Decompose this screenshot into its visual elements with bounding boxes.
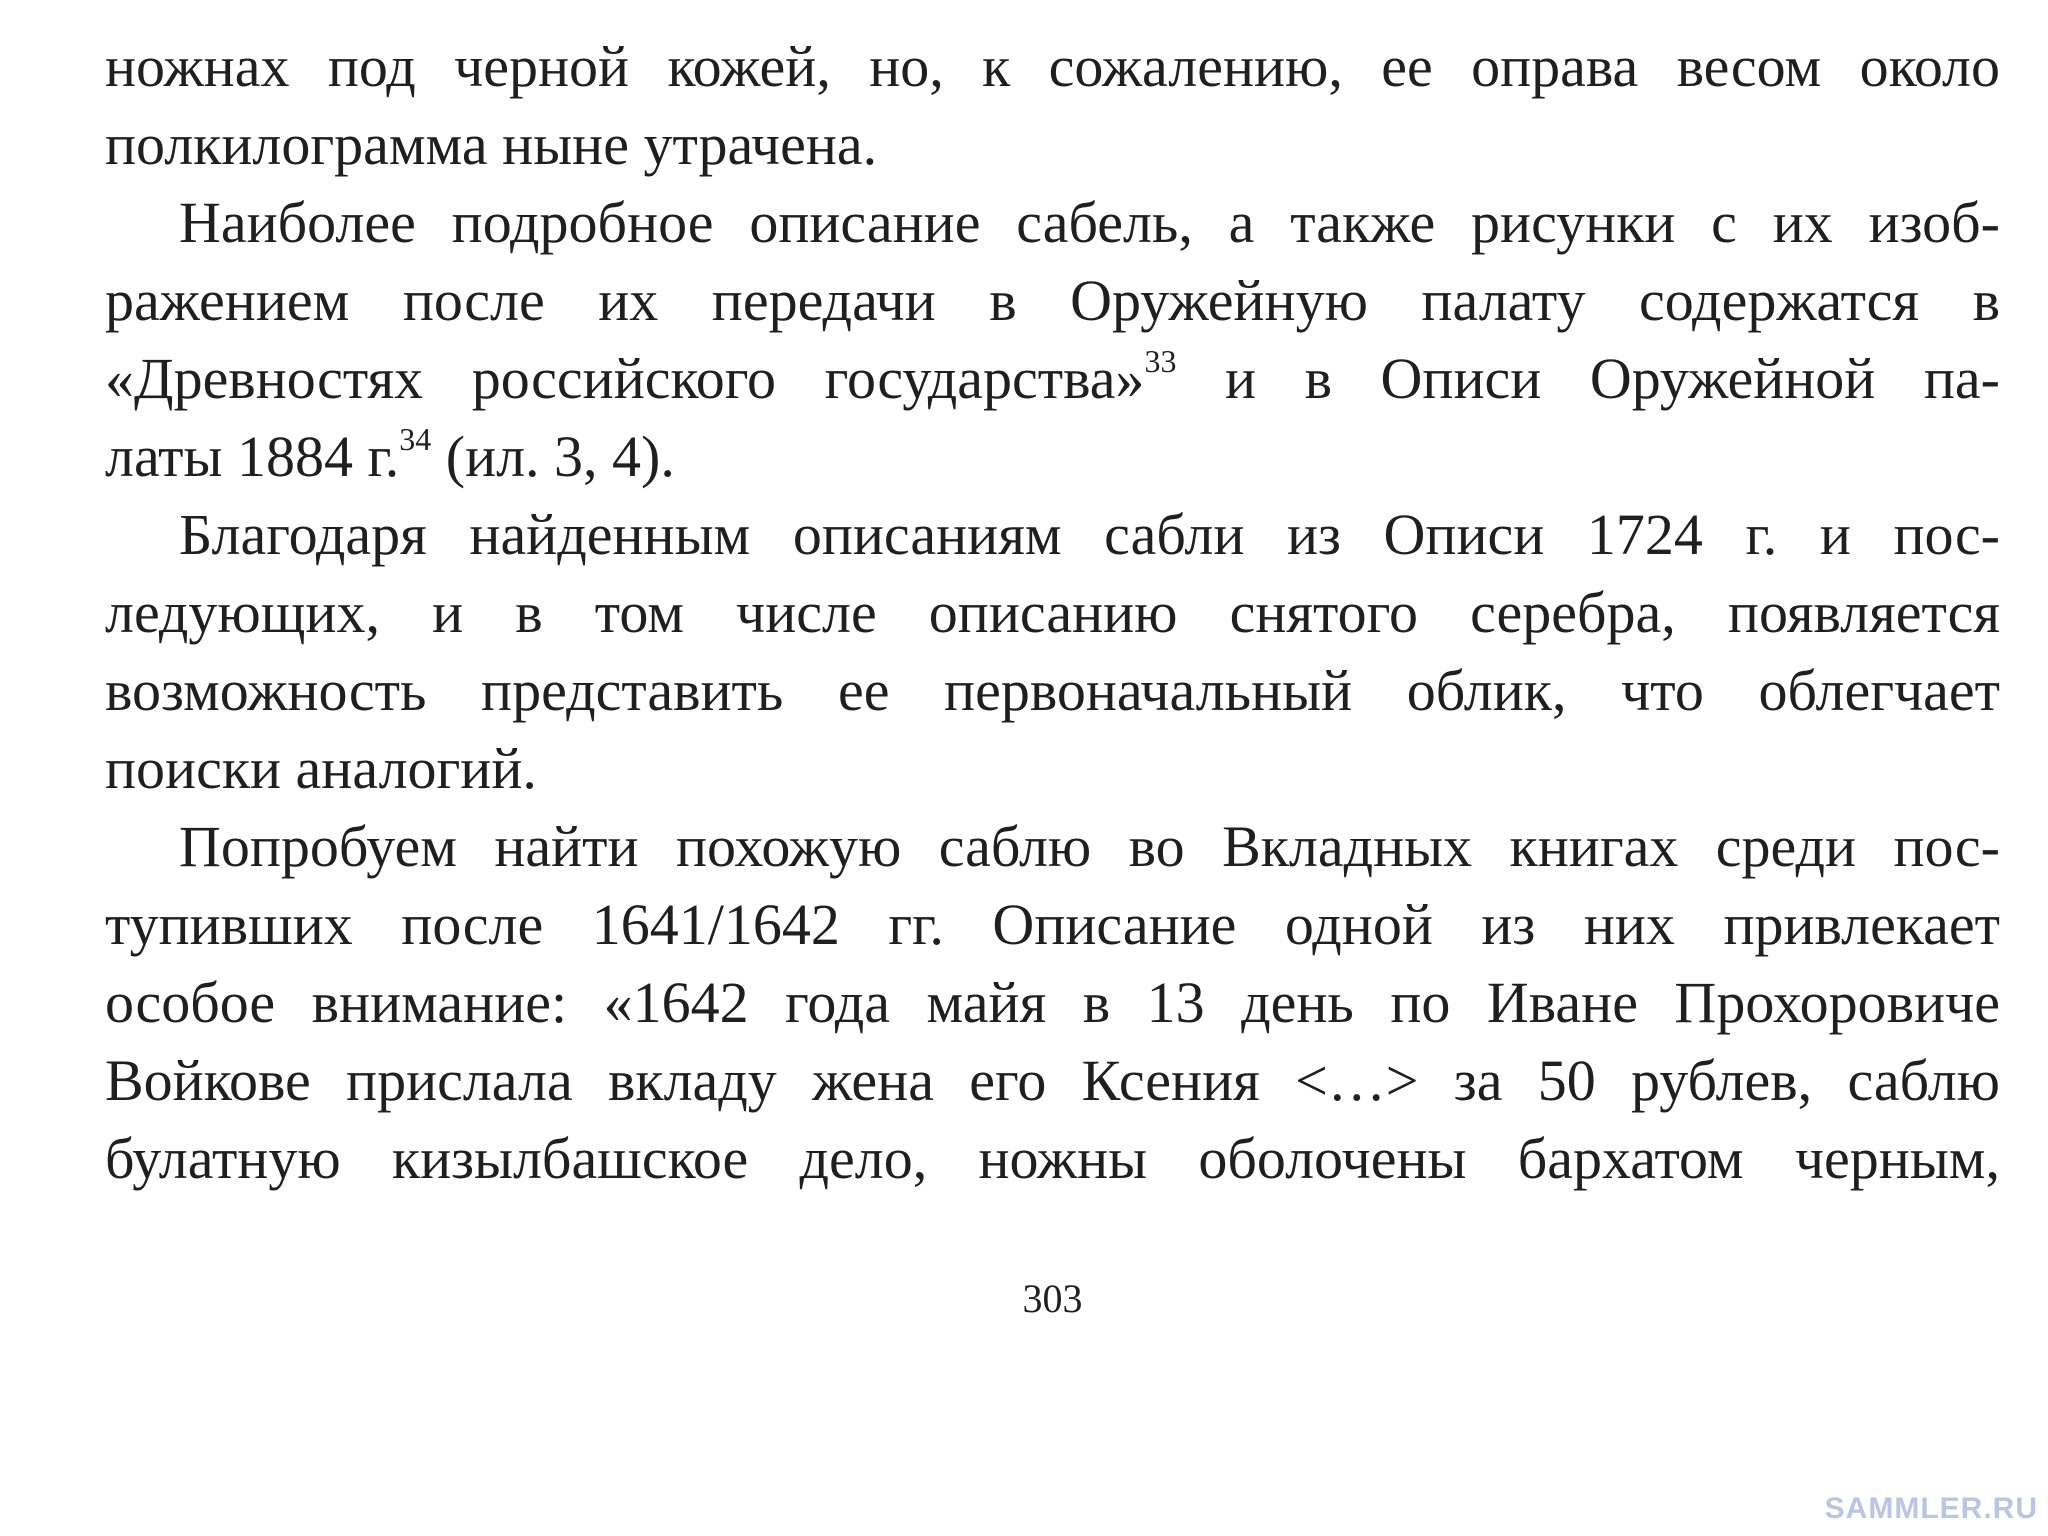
footnote-reference-34[interactable]: 34 [399,421,432,457]
text-line: тупивших после 1641/1642 гг. Описание одной из них привлекает [105,892,2000,957]
text-line [105,418,2000,496]
text-segment: и в Описи Оружейной па- [1176,346,2000,411]
text-line: Попробуем найти похожую саблю во Вкладных книгах среди пос- [179,814,2000,879]
text-line [105,340,2000,418]
text-segment: «Древностях российского государства» [105,346,1145,411]
text-line: булатную кизылбашское дело, ножны оболочены бархатом черным, [105,1126,2000,1191]
text-line: ножнах под черной кожей, но, к сожалению, ее оправа весом около [105,34,2000,99]
document-page [105,28,2000,1198]
text-segment: (ил. 3, 4). [431,424,675,489]
text-segment: латы 1884 г. [105,424,400,489]
text-line: ражением после их передачи в Оружейную палату содержатся в [105,268,2000,333]
footnote-reference-33[interactable]: 33 [1144,343,1177,379]
text-line: полкилограмма ныне утрачена. [105,112,878,177]
site-watermark: SAMMLER.RU [1824,1492,2038,1525]
text-line: поиски аналогий. [105,736,537,801]
text-line: Наиболее подробное описание сабель, а также рисунки с их изоб- [179,190,2000,255]
paragraph-3 [105,496,2000,808]
paragraph-1 [105,28,2000,184]
paragraph-2 [105,184,2000,496]
paragraph-4 [105,808,2000,1198]
text-line: особое внимание: «1642 года майя в 13 день по Иване Прохоровиче [105,970,2000,1035]
text-line: Благодаря найденным описаниям сабли из Описи 1724 г. и пос- [179,502,2000,567]
text-line: Войкове прислала вкладу жена его Ксения <…> за 50 рублев, саблю [105,1048,2000,1113]
page-number: 303 [1022,1276,1083,1321]
text-line: возможность представить ее первоначальный облик, что облегчает [105,658,2000,723]
text-line: ледующих, и в том числе описанию снятого серебра, появляется [105,580,2000,645]
